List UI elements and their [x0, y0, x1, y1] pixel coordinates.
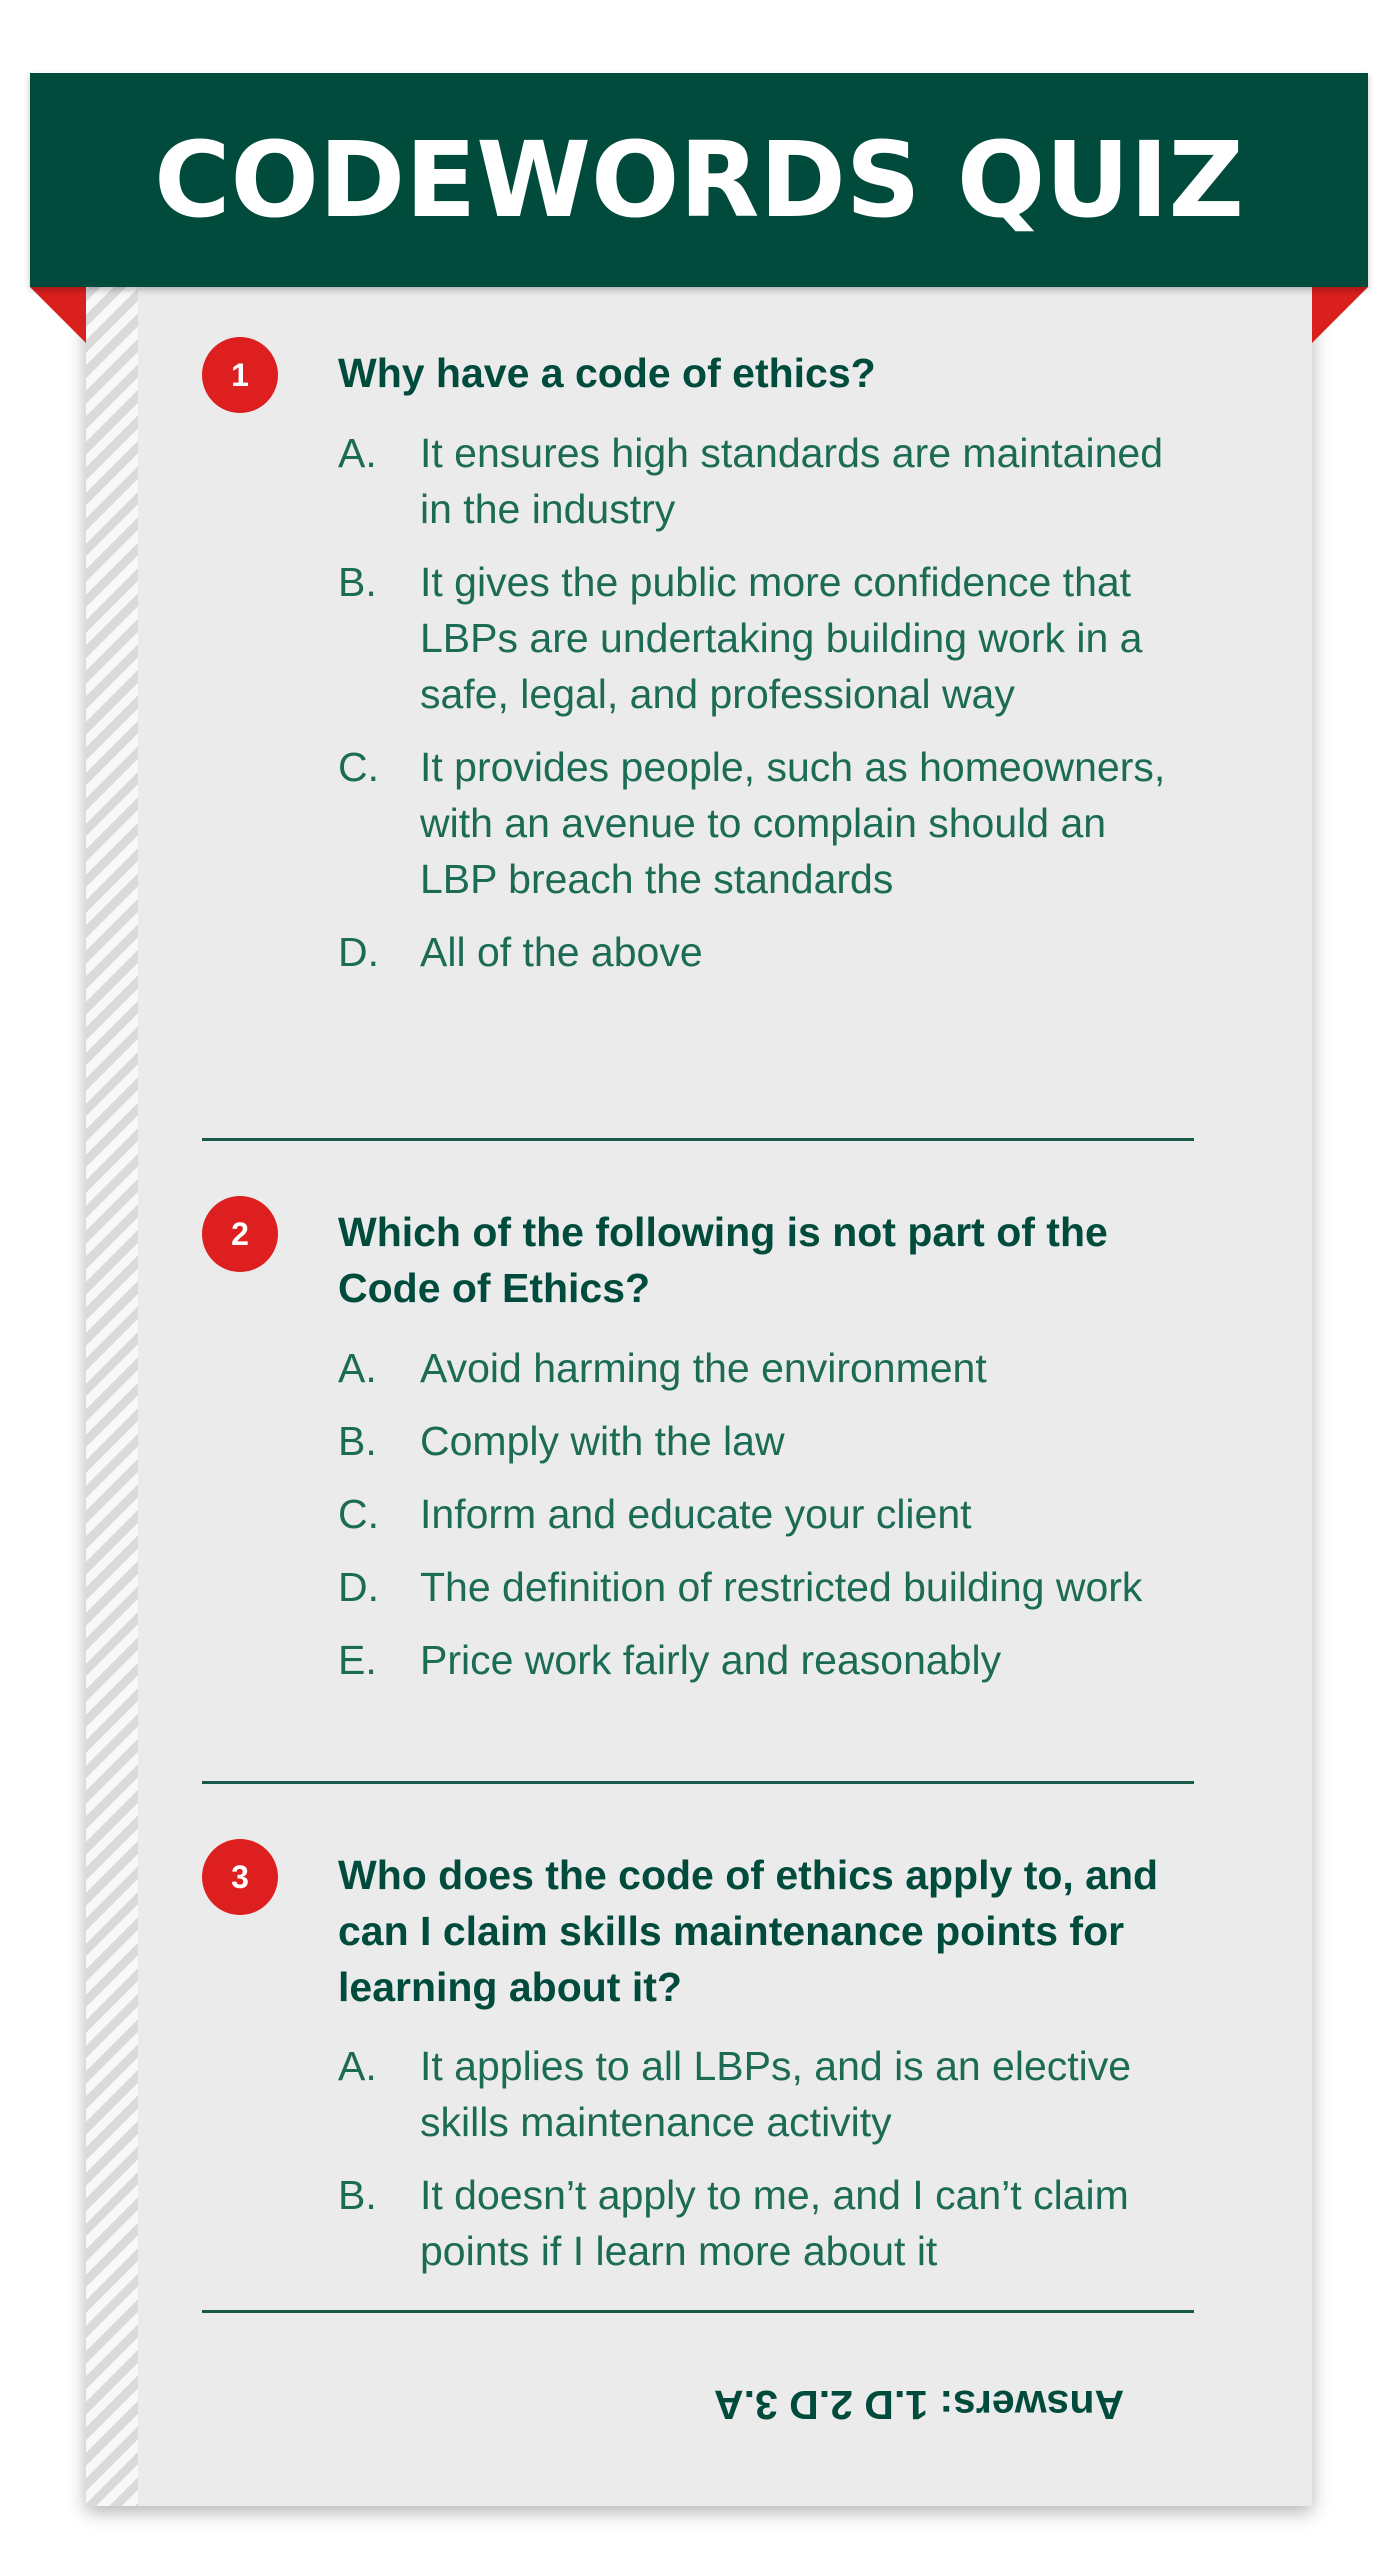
- answer-option: [338, 1486, 1194, 1542]
- question-number-badge: 2: [202, 1196, 278, 1272]
- answer-options: [338, 425, 1194, 997]
- answer-option: [338, 1559, 1194, 1615]
- option-text: All of the above: [420, 929, 703, 975]
- option-letter: C.: [338, 1491, 379, 1537]
- upside-down-answers: Answers: 1.D 2.D 3.A: [713, 2382, 1125, 2428]
- option-text: It doesn’t apply to me, and I can’t claim points if I learn more about it: [420, 2172, 1129, 2274]
- answer-option: [338, 924, 1194, 980]
- question-number-badge: 3: [202, 1839, 278, 1915]
- option-text: It ensures high standards are maintained in the industry: [420, 430, 1164, 532]
- title-banner: [30, 73, 1368, 287]
- question-text: Who does the code of ethics apply to, and can I claim skills maintenance points for learning about it?: [338, 1852, 1159, 2010]
- option-letter: A.: [338, 1345, 377, 1391]
- question-text: Which of the following is not part of the Code of Ethics?: [338, 1209, 1108, 1311]
- option-text: Avoid harming the environment: [420, 1345, 987, 1391]
- answer-options: [338, 2038, 1194, 2296]
- answer-option: [338, 425, 1194, 537]
- quiz-title: CODEWORDS QUIZ: [154, 119, 1244, 241]
- option-letter: D.: [338, 1564, 379, 1610]
- option-letter: A.: [338, 2043, 377, 2089]
- option-text: It provides people, such as homeowners, with an avenue to complain should an LBP breach the standards: [420, 744, 1166, 902]
- answer-option: [338, 739, 1194, 907]
- banner-fold-right: [1312, 287, 1368, 343]
- option-letter: C.: [338, 744, 379, 790]
- banner-fold-left: [30, 287, 86, 343]
- option-text: It gives the public more confidence that LBPs are undertaking building work in a safe, legal, and professional way: [420, 559, 1143, 717]
- answer-option: [338, 1632, 1194, 1688]
- answer-option: [338, 2038, 1194, 2150]
- question-text: Why have a code of ethics?: [338, 350, 876, 396]
- section-divider: [202, 1138, 1194, 1141]
- answer-option: [338, 2167, 1194, 2279]
- striped-edge: [86, 200, 138, 2506]
- option-text: Price work fairly and reasonably: [420, 1637, 1002, 1683]
- question-number-badge: 1: [202, 337, 278, 413]
- option-letter: E.: [338, 1637, 377, 1683]
- option-letter: B.: [338, 559, 377, 605]
- answer-options: [338, 1340, 1194, 1705]
- option-text: It applies to all LBPs, and is an elective skills maintenance activity: [420, 2043, 1132, 2145]
- option-text: Comply with the law: [420, 1418, 785, 1464]
- section-divider: [202, 2310, 1194, 2313]
- option-letter: B.: [338, 2172, 377, 2218]
- option-text: Inform and educate your client: [420, 1491, 972, 1537]
- answer-option: [338, 1413, 1194, 1469]
- option-letter: A.: [338, 430, 377, 476]
- option-text: The definition of restricted building work: [420, 1564, 1143, 1610]
- answer-option: [338, 554, 1194, 722]
- option-letter: D.: [338, 929, 379, 975]
- answer-option: [338, 1340, 1194, 1396]
- option-letter: B.: [338, 1418, 377, 1464]
- section-divider: [202, 1781, 1194, 1784]
